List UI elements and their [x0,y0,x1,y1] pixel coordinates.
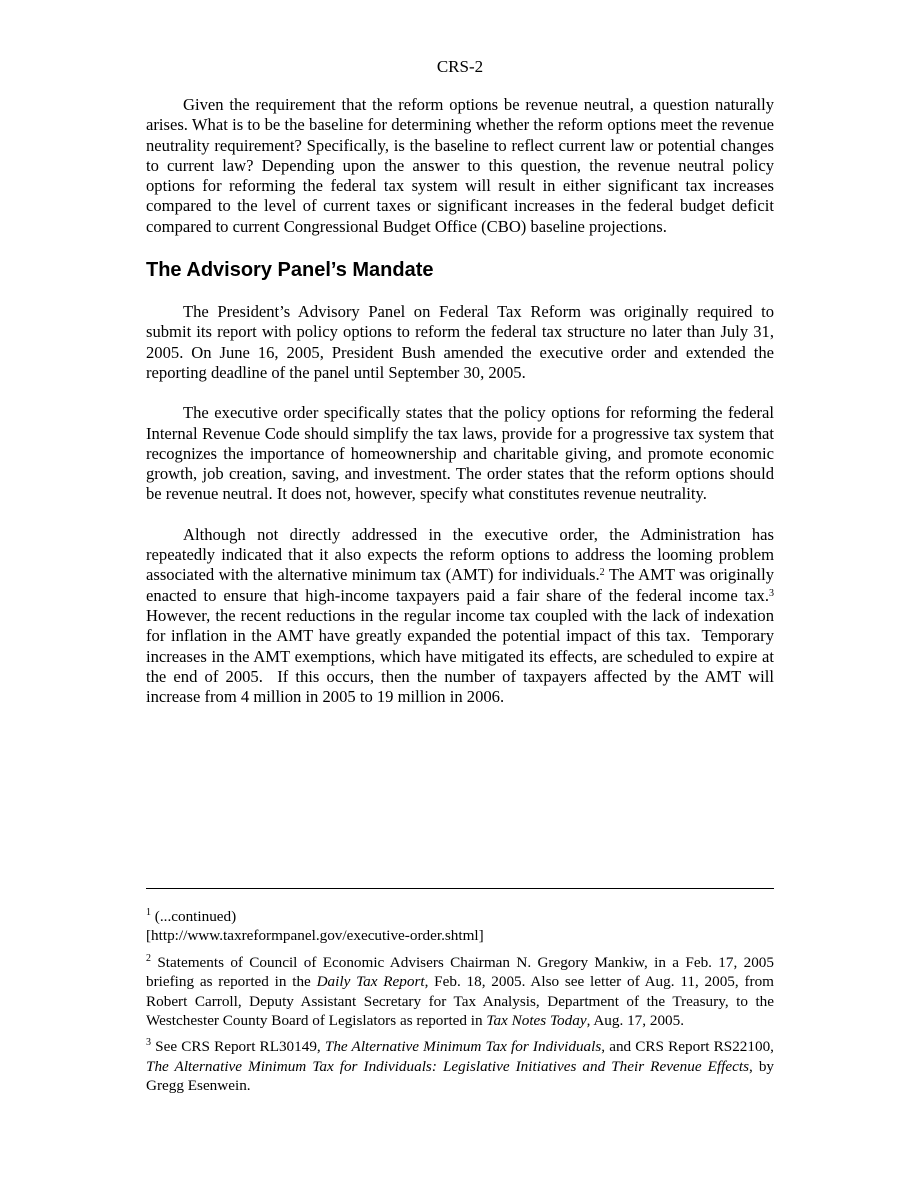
amt-text-b: The AMT was originally enacted to ensure that high-income taxpayers paid a fair share of the federal income tax. [146,565,775,605]
amt-text-c: However, the recent reductions in the regular income tax coupled with the lack of indexation for inflation in the AMT have greatly expanded the potential impact of this tax. Temporary increases in the AMT exemptions, which have mitigated its effects, are scheduled to expire at the end of 2005. If this occurs, then the number of taxpayers affected by the AMT will increase from 4 million in 2005 to 19 million in 2006. [146,585,787,707]
footnote-2-publication: Daily Tax Report [316,973,425,991]
footnote-3 [146,1037,774,1095]
footnote-ref-3: 3 [769,587,774,599]
footnote-1-url: [http://www.taxreformpanel.gov/executive-order.shtml] [146,927,484,945]
footnote-3-text-b: , and CRS Report RS22100, [601,1038,774,1056]
footnote-3-report-title-1: The Alternative Minimum Tax for Individuals [324,1038,602,1056]
amt-text-a: Although not directly addressed in the executive order, the Administration has repeatedly indicated that it also expects the reform options to address the looming problem associated with the alternative minimum tax (AMT) for individuals. [146,524,774,585]
footnote-2-text-c: , Aug. 17, 2005. [586,1012,685,1030]
paragraph-reporting-deadline: The President’s Advisory Panel on Federal Tax Reform was originally required to submit its report with policy options to reform the federal tax structure no later than July 31, 2005. On June 16, 2005, President Bush amended the executive order and extended the reporting deadline of the panel until September 30, 2005. [146,302,774,382]
footnote-1-continued: (...continued) [151,908,237,925]
footnote-divider [146,888,774,889]
footnote-3-number: 3 [146,1037,151,1049]
footnote-2 [146,953,774,1031]
footnotes [146,907,774,1096]
footnote-3-text-a: See CRS Report RL30149, [151,1038,325,1056]
page-header: CRS-2 [436,57,484,76]
footnote-3-text-c: , by Gregg Esenwein. [146,1057,775,1095]
footnote-ref-2: 2 [599,567,605,579]
footnote-2-text-b: , Feb. 18, 2005. Also see letter of Aug. 11, 2005, from Robert Carroll, Deputy Assistant Secretary for Tax Analysis, Department of the Treasury, to the Westchester County Board of Legislators as reported in [146,973,774,1030]
paragraph-amt [146,524,787,708]
intro-paragraph: Given the requirement that the reform options be revenue neutral, a question naturally arises. What is to be the baseline for determining whether the reform options meet the revenue neutrality requirement? Specifically, is the baseline to reflect current law or potential changes to current law? Depending upon the answer to this question, the revenue neutral policy options for reforming the federal tax system will result in either significant tax increases compared to the level of current taxes or significant increases in the federal budget deficit compared to current Congressional Budget Office (CBO) baseline projections. [146,95,774,236]
footnote-1 [146,907,774,946]
paragraph-executive-order: The executive order specifically states that the policy options for reforming the federal Internal Revenue Code should simplify the tax laws, provide for a progressive tax system that recognizes the importance of homeownership and charitable giving, and promote economic growth, job creation, saving, and investment. The order states that the reform options should be revenue neutral. It does not, however, specify what constitutes revenue neutrality. [146,403,774,504]
body-text [146,95,787,707]
footnote-2-publication-2: Tax Notes Today [486,1012,587,1030]
footnote-2-number: 2 [146,952,151,964]
section-heading: The Advisory Panel’s Mandate [146,259,434,282]
footnote-3-report-title-2: The Alternative Minimum Tax for Individuals: Legislative Initiatives and Their Revenue Effects [146,1057,749,1075]
footnote-2-text-a: Statements of Council of Economic Advisers Chairman N. Gregory Mankiw, in a Feb. 17, 2005 briefing as reported in the [146,953,774,991]
footnote-1-number: 1 [146,907,151,918]
